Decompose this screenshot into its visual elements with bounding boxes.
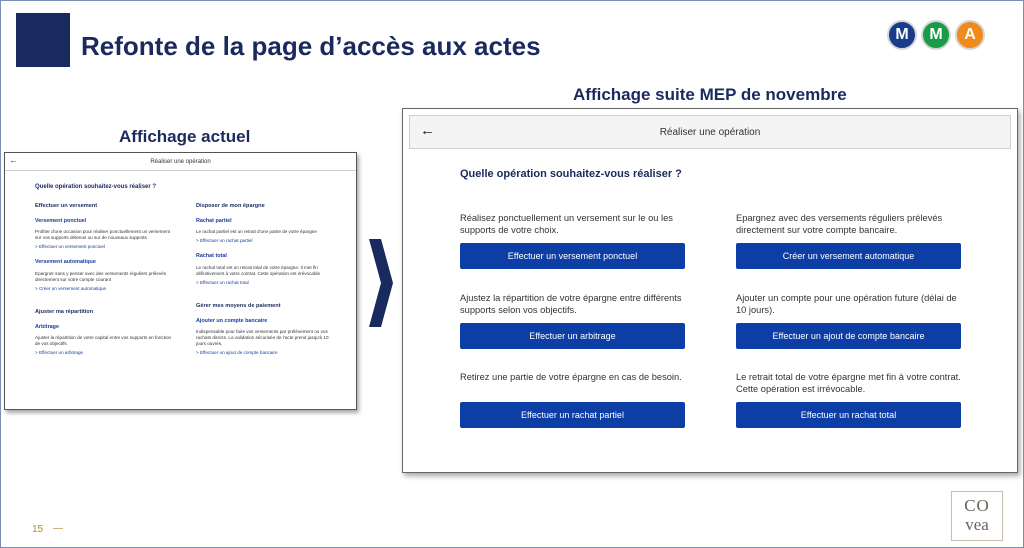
link-arbitrage[interactable]: > Effectuer un arbitrage	[35, 350, 84, 356]
op-rachat-partiel	[460, 371, 690, 428]
operation-title: Arbitrage	[35, 323, 59, 330]
title-accent-square	[16, 13, 70, 67]
op-versement-automatique	[736, 212, 966, 269]
arbitrage-button[interactable]: Effectuer un arbitrage	[460, 323, 685, 349]
back-arrow-icon[interactable]: ←	[420, 122, 435, 139]
operation-description: Ajuster la répartition de votre capital entre vos supports en fonction de vos objectifs	[35, 335, 172, 347]
op-arbitrage	[460, 292, 690, 349]
chevron-right-icon	[365, 239, 395, 327]
page-number: 15	[32, 524, 44, 535]
page-number-dash: —	[53, 523, 63, 534]
ajout-compte-bancaire-button[interactable]: Effectuer un ajout de compte bancaire	[736, 323, 961, 349]
new-question: Quelle opération souhaitez-vous réaliser ?	[460, 168, 682, 180]
mma-logo	[887, 20, 985, 50]
link-versement-ponctuel[interactable]: > Effectuer un versement ponctuel	[35, 244, 106, 250]
current-header-title: Réaliser une opération	[150, 158, 211, 165]
mma-logo-m2: M	[921, 20, 951, 50]
current-col-left	[35, 203, 173, 366]
op-description: Retirez une partie de votre épargne en cas de besoin.	[460, 372, 682, 382]
op-rachat-total	[736, 371, 966, 428]
new-header-title: Réaliser une opération	[659, 126, 761, 138]
operation-title: Rachat total	[196, 253, 227, 260]
op-description: Epargnez avec des versements réguliers prélevés directement sur votre compte bancaire.	[736, 213, 943, 236]
op-description: Le retrait total de votre épargne met fin à votre contrat. Cette opération est irrévocable.	[736, 372, 961, 395]
current-col-right	[196, 203, 334, 366]
label-new-display: Affichage suite MEP de novembre	[573, 85, 847, 104]
operation-description: Profiter d'une occasion pour réaliser ponctuellement un versement sur vos supports détenus ou sur de nouveaux supports	[35, 228, 170, 241]
section-title: Disposer de mon épargne	[196, 203, 265, 209]
current-question: Quelle opération souhaitez-vous réaliser ?	[35, 184, 157, 190]
rachat-partiel-button[interactable]: Effectuer un rachat partiel	[460, 402, 685, 428]
op-description: Ajouter un compte pour une opération future (délai de 10 jours).	[736, 293, 957, 316]
operation-title: Rachat partiel	[196, 217, 232, 224]
operation-title: Versement automatique	[35, 259, 96, 266]
operation-title: Ajouter un compte bancaire	[196, 317, 268, 324]
covea-logo	[951, 491, 1003, 541]
covea-logo-line2: vea	[965, 515, 989, 534]
operation-description: Indispensable pour faire vos versements par prélèvement ou vos rachats directs. La validation sécurisée de l'acte prend jusqu'à 10 jours ouvrés.	[196, 328, 329, 347]
op-versement-ponctuel	[460, 212, 690, 269]
section-title: Ajuster ma répartition	[35, 309, 94, 316]
covea-logo-line1: CO	[964, 496, 990, 515]
label-current-display: Affichage actuel	[119, 127, 251, 146]
current-header	[5, 153, 356, 171]
slide-title: Refonte de la page d’accès aux actes	[81, 31, 541, 61]
new-header	[409, 115, 1011, 149]
operation-title: Versement ponctuel	[35, 217, 87, 224]
section-title: Gérer mes moyens de paiement	[196, 303, 281, 310]
link-versement-automatique[interactable]: > Créer un versement automatique	[35, 286, 107, 292]
op-description: Réalisez ponctuellement un versement sur le ou les supports de votre choix.	[460, 213, 673, 236]
link-rachat-total[interactable]: > Effectuer un rachat total	[196, 279, 249, 285]
versement-ponctuel-button[interactable]: Effectuer un versement ponctuel	[460, 243, 685, 269]
back-arrow-icon[interactable]: ←	[9, 155, 18, 165]
operation-description: Le rachat total est un retrait total de votre épargne. Il met fin définitivement à votre contrat. Cette opération est irrévocable	[196, 264, 321, 276]
versement-automatique-button[interactable]: Créer un versement automatique	[736, 243, 961, 269]
link-rachat-partiel[interactable]: > Effectuer un rachat partiel	[196, 238, 253, 244]
link-ajout-compte[interactable]: > Effectuer un ajout de compte bancaire	[196, 350, 278, 356]
rachat-total-button[interactable]: Effectuer un rachat total	[736, 402, 961, 428]
mma-logo-a: A	[955, 20, 985, 50]
new-screen	[402, 108, 1018, 473]
operation-description: Epargner sans y penser avec des versements réguliers prélevés directement sur votre compte courant	[35, 270, 166, 282]
operation-description: Le rachat partiel est un retrait d'une partie de votre épargne	[196, 228, 317, 234]
current-screen	[4, 152, 357, 410]
op-description: Ajustez la répartition de votre épargne entre différents supports selon vos objectifs.	[460, 293, 682, 316]
mma-logo-m1: M	[887, 20, 917, 50]
section-title: Effectuer un versement	[35, 203, 98, 209]
op-ajout-compte	[736, 292, 966, 349]
